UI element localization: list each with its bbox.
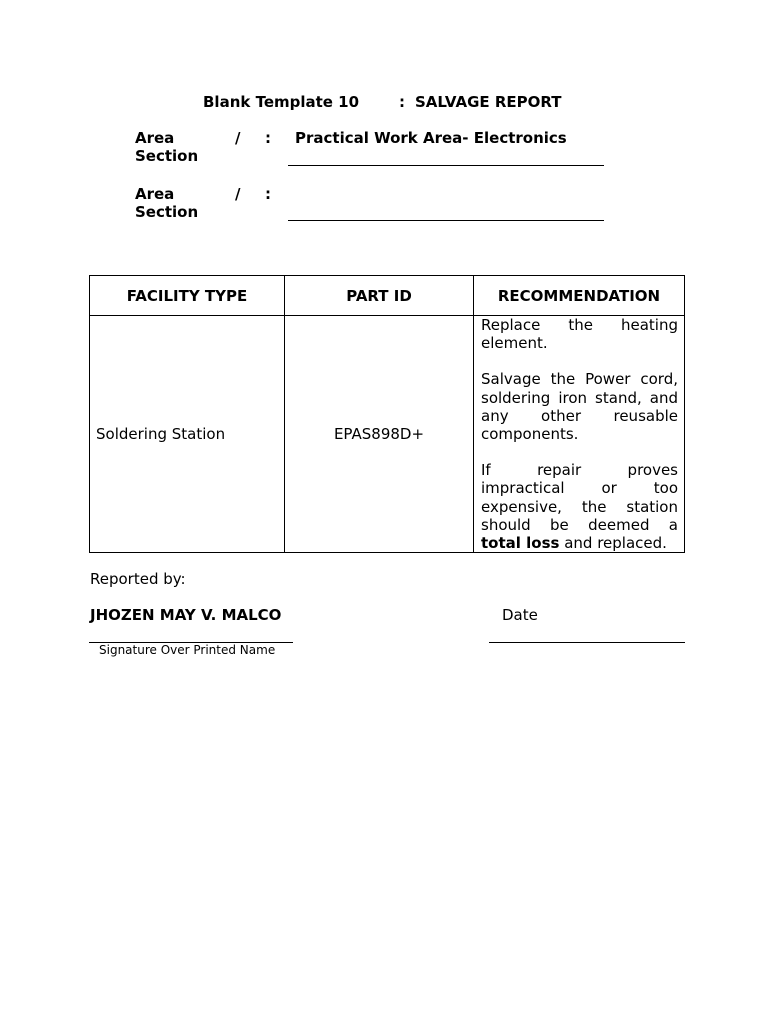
table-row: [90, 316, 685, 553]
recommendation-text-pre: If repair proves impractical or too expensive, the station should be deemed a: [481, 461, 678, 534]
recommendation-paragraph-2: Salvage the Power cord, soldering iron stand, and any other reusable components.: [481, 370, 678, 444]
salvage-table: [89, 275, 685, 553]
area-underline-2: [288, 220, 604, 221]
area-label-line1: Area: [135, 185, 175, 203]
area-label-line1: Area: [135, 129, 175, 147]
recommendation-paragraph-1: Replace the heating element.: [481, 316, 678, 353]
header-facility-type: FACILITY TYPE: [90, 276, 285, 316]
area-slash-2: /: [235, 185, 241, 203]
reported-by-label: Reported by:: [90, 570, 186, 588]
area-label-1: [135, 129, 198, 165]
reporter-name: JHOZEN MAY V. MALCO: [90, 606, 282, 624]
recommendation-emphasis: total loss: [481, 534, 560, 553]
cell-facility-type: Soldering Station: [90, 316, 285, 553]
area-value-1[interactable]: Practical Work Area- Electronics: [295, 129, 567, 147]
date-line: [489, 642, 685, 643]
area-colon-2: :: [265, 185, 271, 203]
header-part-id: PART ID: [285, 276, 474, 316]
cell-recommendation: [474, 316, 685, 553]
table-header-row: [90, 276, 685, 316]
area-colon-1: :: [265, 129, 271, 147]
date-label: Date: [502, 606, 538, 624]
signature-caption: Signature Over Printed Name: [99, 643, 276, 657]
header-recommendation: RECOMMENDATION: [474, 276, 685, 316]
cell-part-id: EPAS898D+: [285, 316, 474, 553]
template-label: Blank Template 10: [203, 93, 360, 111]
area-label-line2: Section: [135, 203, 199, 221]
report-header: [203, 93, 562, 111]
area-label-line2: Section: [135, 147, 199, 165]
area-underline-1: [288, 165, 604, 166]
header-separator: :: [399, 93, 405, 111]
area-slash-1: /: [235, 129, 241, 147]
report-title: SALVAGE REPORT: [415, 93, 562, 111]
recommendation-text-post: and replaced.: [559, 534, 667, 553]
recommendation-paragraph-3: [481, 461, 678, 552]
area-label-2: [135, 185, 198, 221]
